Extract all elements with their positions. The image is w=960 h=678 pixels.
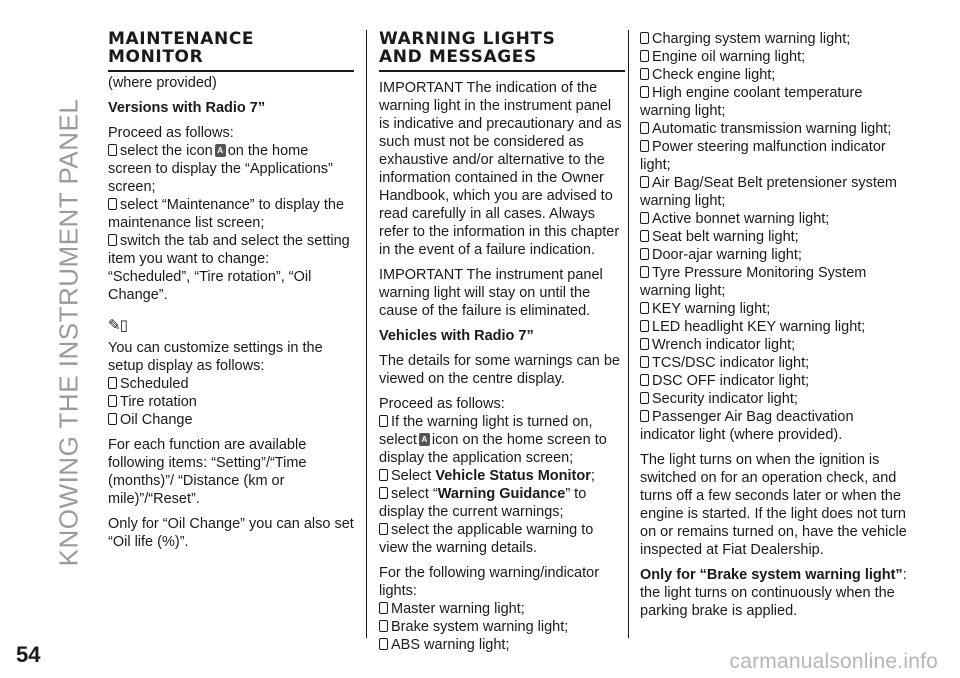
warning-list-column bbox=[636, 30, 912, 627]
bullet-icon bbox=[108, 144, 117, 156]
bullet-icon bbox=[379, 487, 388, 499]
bullet-icon bbox=[640, 122, 649, 134]
list-item: Power steering malfunction indicator light; bbox=[640, 139, 886, 173]
bullet-icon bbox=[379, 620, 388, 632]
bullet-icon bbox=[108, 234, 117, 246]
bullet-icon bbox=[640, 302, 649, 314]
list-item: Tyre Pressure Monitoring System warning light; bbox=[640, 265, 867, 299]
list-item: High engine coolant temperature warning light; bbox=[640, 85, 863, 119]
bullet-icon bbox=[640, 410, 649, 422]
customize-text: You can customize settings in the setup display as follows: bbox=[108, 340, 323, 374]
list-item: Air Bag/Seat Belt pretensioner system warning light; bbox=[640, 175, 898, 209]
bullet-icon bbox=[640, 392, 649, 404]
list-item: Brake system warning light; bbox=[379, 618, 625, 636]
bullet-icon bbox=[640, 32, 649, 44]
list-item: Master warning light; bbox=[379, 600, 625, 618]
list-item: LED headlight KEY warning light; bbox=[640, 318, 912, 336]
list-item: Oil Change bbox=[108, 411, 354, 429]
proceed-text: Proceed as follows: bbox=[108, 125, 234, 141]
watermark: carmanualsonline.info bbox=[729, 650, 938, 673]
page-number: 54 bbox=[16, 642, 41, 667]
bullet-icon bbox=[640, 230, 649, 242]
section-title-vertical: KNOWING THE INSTRUMENT PANEL bbox=[53, 98, 84, 567]
each-function-text: For each function are available following items: “Setting”/“Time (months)”/ “Distance (km or mile)”/“Reset”. bbox=[108, 437, 307, 507]
bullet-icon bbox=[379, 469, 388, 481]
important-note: IMPORTANT The instrument panel warning light will stay on until the cause of the failure is eliminated. bbox=[379, 267, 603, 319]
warning-list bbox=[640, 30, 912, 444]
versions-heading: Versions with Radio 7” bbox=[108, 100, 266, 116]
list-item: Scheduled bbox=[108, 375, 354, 393]
bullet-icon bbox=[640, 68, 649, 80]
list-item: Security indicator light; bbox=[640, 390, 912, 408]
proceed-text: Proceed as follows: bbox=[379, 396, 505, 412]
note-icon: ✎▯ bbox=[108, 317, 127, 334]
where-provided: (where provided) bbox=[108, 75, 217, 91]
vehicles-heading: Vehicles with Radio 7” bbox=[379, 328, 534, 344]
warning-lights-heading: WARNING LIGHTS AND MESSAGES bbox=[379, 30, 625, 72]
maintenance-monitor-column bbox=[108, 30, 354, 558]
bullet-icon bbox=[108, 413, 117, 425]
bullet-icon bbox=[108, 377, 117, 389]
list-item: Wrench indicator light; bbox=[640, 336, 912, 354]
list-item: Select Vehicle Status Monitor; bbox=[379, 467, 625, 485]
list-item: Door-ajar warning light; bbox=[640, 246, 912, 264]
column-divider bbox=[628, 30, 629, 638]
bullet-icon bbox=[108, 198, 117, 210]
bullet-icon bbox=[640, 140, 649, 152]
bullet-icon bbox=[640, 266, 649, 278]
details-text: The details for some warnings can be viewed on the centre display. bbox=[379, 353, 620, 387]
bullet-icon bbox=[640, 248, 649, 260]
oil-life-text: Only for “Oil Change” you can also set “Oil life (%)”. bbox=[108, 516, 354, 550]
bullet-icon bbox=[640, 86, 649, 98]
list-item: DSC OFF indicator light; bbox=[640, 372, 912, 390]
bullet-icon bbox=[108, 395, 117, 407]
bullet-icon bbox=[640, 176, 649, 188]
list-item: switch the tab and select the setting item you want to change: “Scheduled”, “Tire rotation”, “Oil Change”. bbox=[108, 233, 350, 303]
light-behaviour-text: The light turns on when the ignition is switched on for an operation check, and turns off a few seconds later or when the engine is started. If the light does not turn on or remains turned on, have the vehicle inspected at Fiat Dealership. bbox=[640, 452, 907, 558]
list-item: Charging system warning light; bbox=[640, 30, 912, 48]
list-item: Seat belt warning light; bbox=[640, 228, 912, 246]
applications-icon: A bbox=[419, 433, 430, 446]
list-item: ABS warning light; bbox=[379, 636, 625, 654]
bullet-icon bbox=[640, 338, 649, 350]
list-item: Passenger Air Bag deactivation indicator light (where provided). bbox=[640, 409, 854, 443]
list-item: Automatic transmission warning light; bbox=[640, 120, 912, 138]
list-item: TCS/DSC indicator light; bbox=[640, 354, 912, 372]
warning-lights-column bbox=[379, 30, 625, 654]
bullet-icon bbox=[379, 602, 388, 614]
list-item: Tire rotation bbox=[108, 393, 354, 411]
bullet-icon bbox=[640, 356, 649, 368]
section-side-tab bbox=[52, 22, 86, 622]
following-text: For the following warning/indicator lights: bbox=[379, 565, 600, 599]
bullet-icon bbox=[640, 212, 649, 224]
list-item: select the icon A on the home screen to display the “Applications” screen; bbox=[108, 143, 333, 195]
list-item: If the warning light is turned on, select A icon on the home screen to display the application screen; bbox=[379, 414, 607, 466]
list-item: Check engine light; bbox=[640, 66, 912, 84]
list-item: select “Maintenance” to display the maintenance list screen; bbox=[108, 197, 345, 231]
bullet-icon bbox=[379, 638, 388, 650]
applications-icon: A bbox=[215, 144, 226, 157]
bullet-icon bbox=[640, 320, 649, 332]
bullet-icon bbox=[640, 50, 649, 62]
bullet-icon bbox=[379, 523, 388, 535]
bullet-icon bbox=[379, 415, 388, 427]
bullet-icon bbox=[640, 374, 649, 386]
list-item: select “Warning Guidance” to display the current warnings; bbox=[379, 486, 587, 520]
list-item: Active bonnet warning light; bbox=[640, 210, 912, 228]
maintenance-monitor-heading: MAINTENANCE MONITOR bbox=[108, 30, 354, 72]
list-item: Engine oil warning light; bbox=[640, 48, 912, 66]
list-item: select the applicable warning to view the warning details. bbox=[379, 522, 594, 556]
column-divider bbox=[366, 30, 367, 638]
brake-note: Only for “Brake system warning light”: the light turns on continuously when the parking brake is applied. bbox=[640, 567, 907, 619]
important-note: IMPORTANT The indication of the warning light in the instrument panel is indicative and precautionary and as such must not be considered as exhaustive and/or alternative to the information contained in the Owner Handbook, which you are advised to read carefully in all cases. Always refer to the information in this chapter in the event of a failure indication. bbox=[379, 80, 622, 258]
list-item: KEY warning light; bbox=[640, 300, 912, 318]
